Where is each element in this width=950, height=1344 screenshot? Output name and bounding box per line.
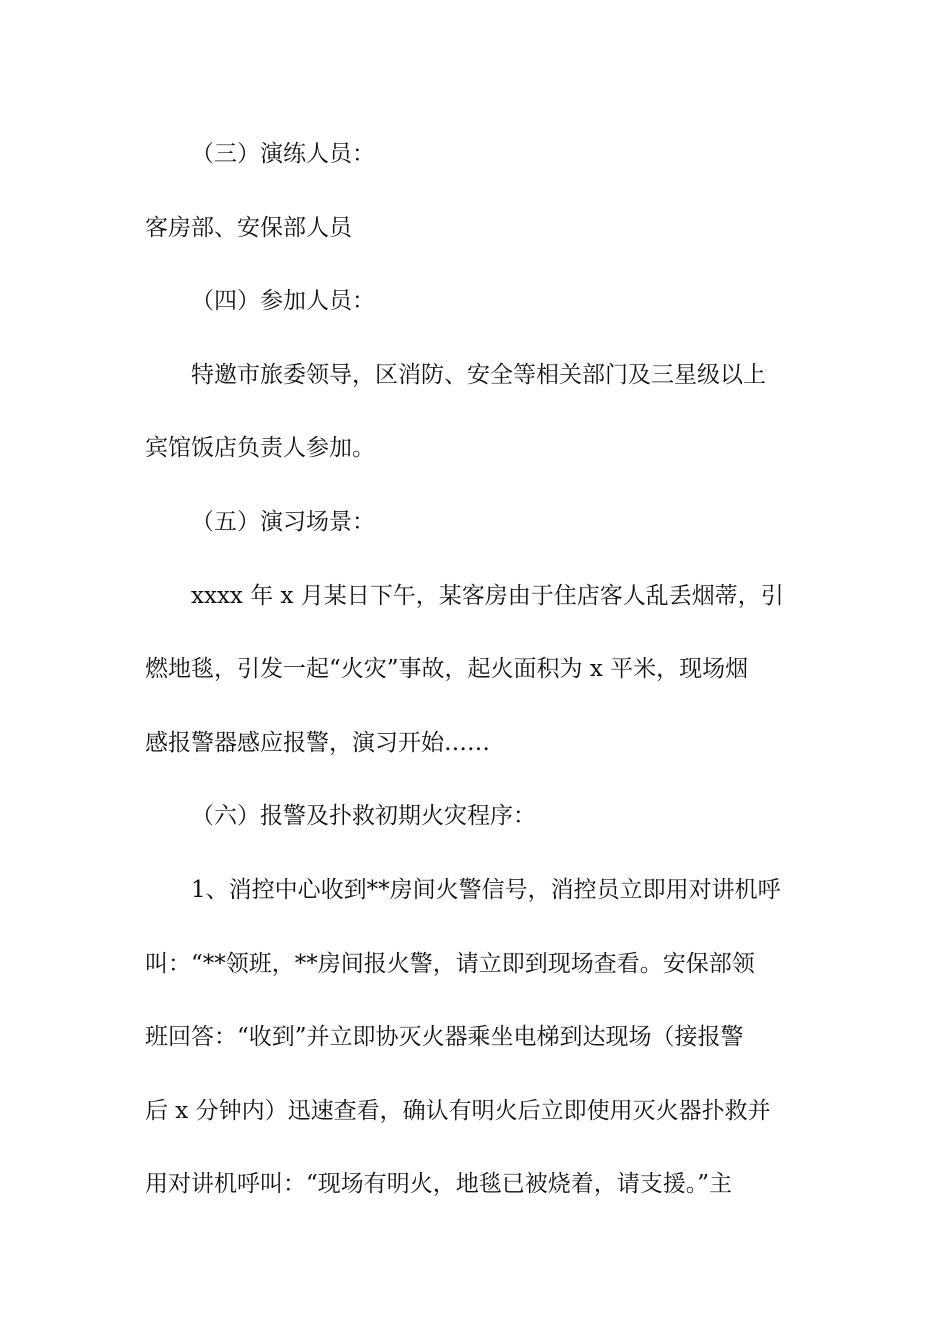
paragraph-line: 感报警器感应报警，演习开始…… bbox=[145, 729, 490, 756]
paragraph-line: 客房部、安保部人员 bbox=[145, 214, 352, 241]
paragraph-line: 后 x 分钟内）迅速查看，确认有明火后立即使用灭火器扑救并 bbox=[145, 1097, 771, 1124]
paragraph-line: 叫：“**领班，**房间报火警，请立即到现场查看。安保部领 bbox=[145, 950, 755, 977]
section-heading-participants-drill: （三）演练人员： bbox=[191, 141, 375, 167]
section-heading-attendees: （四）参加人员： bbox=[191, 288, 375, 315]
paragraph-line: 班回答：“收到”并立即协灭火器乘坐电梯到达现场（接报警 bbox=[145, 1024, 744, 1051]
section-heading-alarm-procedure: （六）报警及扑救初期火灾程序： bbox=[191, 803, 536, 830]
document-body bbox=[145, 128, 810, 1232]
paragraph-line: 宾馆饭店负责人参加。 bbox=[145, 435, 375, 462]
paragraph-line: 燃地毯，引发一起“火灾”事故，起火面积为 x 平米，现场烟 bbox=[145, 656, 749, 683]
paragraph-line: xxxx 年 x 月某日下午，某客房由于住店客人乱丢烟蒂，引 bbox=[191, 582, 784, 609]
section-heading-scenario: （五）演习场景： bbox=[191, 508, 375, 535]
paragraph-line: 1、消控中心收到**房间火警信号，消控员立即用对讲机呼 bbox=[191, 876, 781, 903]
paragraph-line: 用对讲机呼叫：“现场有明火，地毯已被烧着，请支援。”主 bbox=[145, 1171, 733, 1198]
paragraph-line: 特邀市旅委领导，区消防、安全等相关部门及三星级以上 bbox=[191, 361, 766, 388]
